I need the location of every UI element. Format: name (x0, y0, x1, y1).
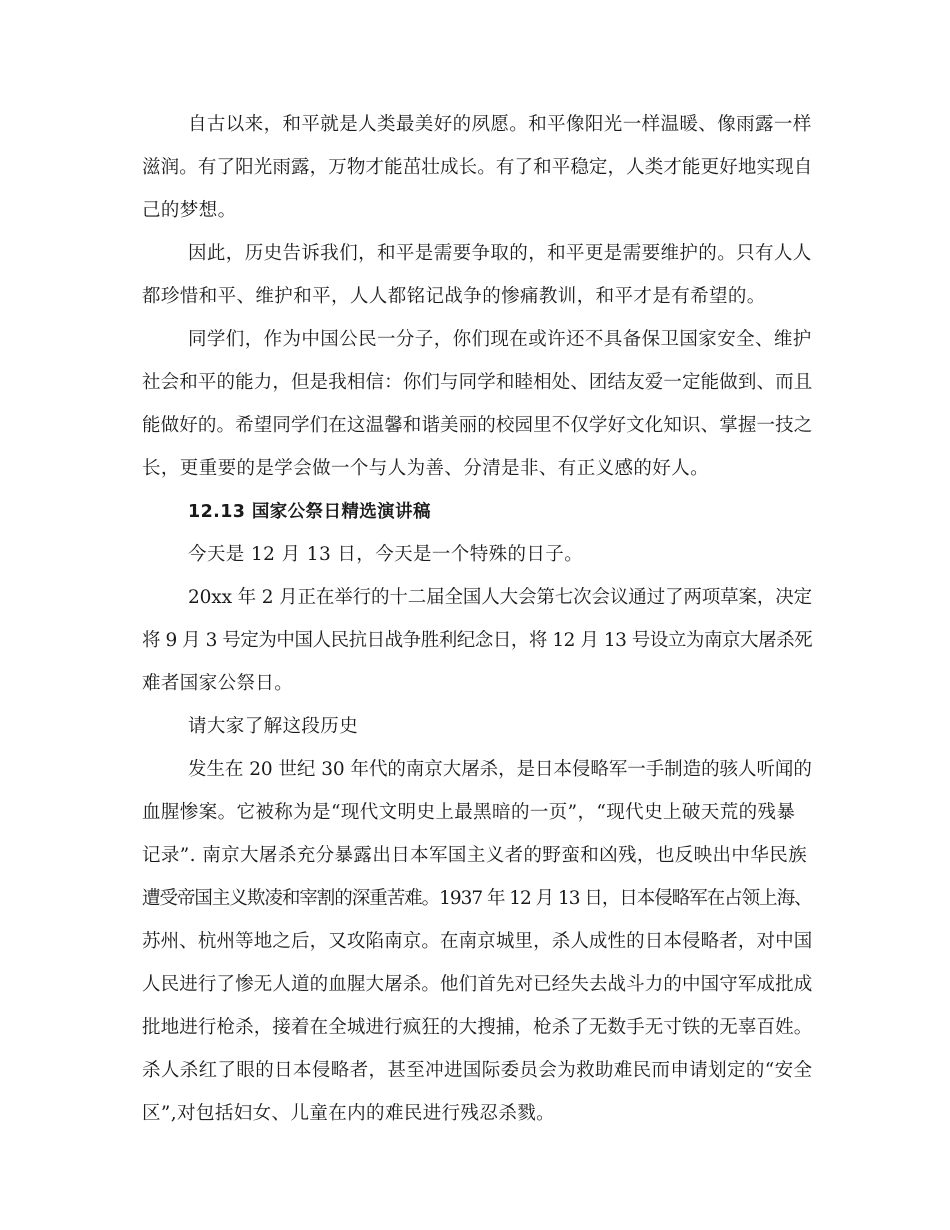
paragraph-massacre-line-7: 批地进行枪杀，接着在全城进行疯狂的大搜捕，枪杀了无数手无寸铁的无辜百姓。 (142, 1017, 813, 1038)
paragraph-massacre-line-2: 血腥惨案。它被称为是“现代文明史上最黑暗的一页”，“现代史上破天荒的残暴 (142, 802, 796, 823)
paragraph-massacre-line-5: 苏州、杭州等地之后，又攻陷南京。在南京城里，杀人成性的日本侵略者，对中国 (142, 931, 813, 952)
paragraph-massacre-line-3: 记录”. 南京大屠杀充分暴露出日本军国主义者的野蛮和凶残，也反映出中华民族 (142, 845, 808, 866)
paragraph-decision-line-1: 20xx 年 2 月正在举行的十二届全国人大会第七次会议通过了两项草案，决定 (188, 587, 813, 608)
paragraph-decision-line-3: 难者国家公祭日。 (142, 673, 294, 694)
paragraph-massacre-line-9: 区”,对包括妇女、儿童在内的难民进行残忍杀戮。 (142, 1103, 556, 1124)
paragraph-history-line-2: 都珍惜和平、维护和平，人人都铭记战争的惨痛教训，和平才是有希望的。 (142, 286, 766, 307)
paragraph-learn-history: 请大家了解这段历史 (188, 716, 359, 737)
paragraph-massacre-line-4: 遭受帝国主义欺凌和宰割的深重苦难。1937 年 12 月 13 日，日本侵略军在占领上海、 (142, 888, 812, 909)
paragraph-peace-line-2: 滋润。有了阳光雨露，万物才能茁壮成长。有了和平稳定，人类才能更好地实现自 (142, 157, 813, 178)
paragraph-decision-line-2: 将 9 月 3 号定为中国人民抗日战争胜利纪念日，将 12 月 13 号设立为南京大屠杀死 (142, 630, 813, 651)
paragraph-students-line-4: 长，更重要的是学会做一个与人为善、分清是非、有正义感的好人。 (142, 458, 710, 479)
paragraph-massacre-line-1: 发生在 20 世纪 30 年代的南京大屠杀，是日本侵略军一手制造的骇人听闻的 (188, 759, 812, 780)
paragraph-today-line-1: 今天是 12 月 13 日，今天是一个特殊的日子。 (188, 544, 584, 565)
paragraph-students-line-1: 同学们，作为中国公民一分子，你们现在或许还不具备保卫国家安全、维护 (188, 329, 812, 350)
section-heading: 12.13 国家公祭日精选演讲稿 (188, 502, 431, 522)
paragraph-students-line-2: 社会和平的能力，但是我相信：你们与同学和睦相处、团结友爱一定能做到、而且 (142, 372, 813, 393)
paragraph-peace-line-1: 自古以来，和平就是人类最美好的夙愿。和平像阳光一样温暖、像雨露一样 (188, 114, 812, 135)
paragraph-massacre-line-8: 杀人杀红了眼的日本侵略者，甚至冲进国际委员会为救助难民而申请划定的“安全 (142, 1060, 813, 1081)
paragraph-history-line-1: 因此，历史告诉我们，和平是需要争取的，和平更是需要维护的。只有人人 (188, 243, 812, 264)
paragraph-massacre-line-6: 人民进行了惨无人道的血腥大屠杀。他们首先对已经失去战斗力的中国守军成批成 (142, 974, 813, 995)
paragraph-students-line-3: 能做好的。希望同学们在这温馨和谐美丽的校园里不仅学好文化知识、掌握一技之 (142, 415, 813, 436)
paragraph-peace-line-3: 己的梦想。 (142, 200, 237, 221)
